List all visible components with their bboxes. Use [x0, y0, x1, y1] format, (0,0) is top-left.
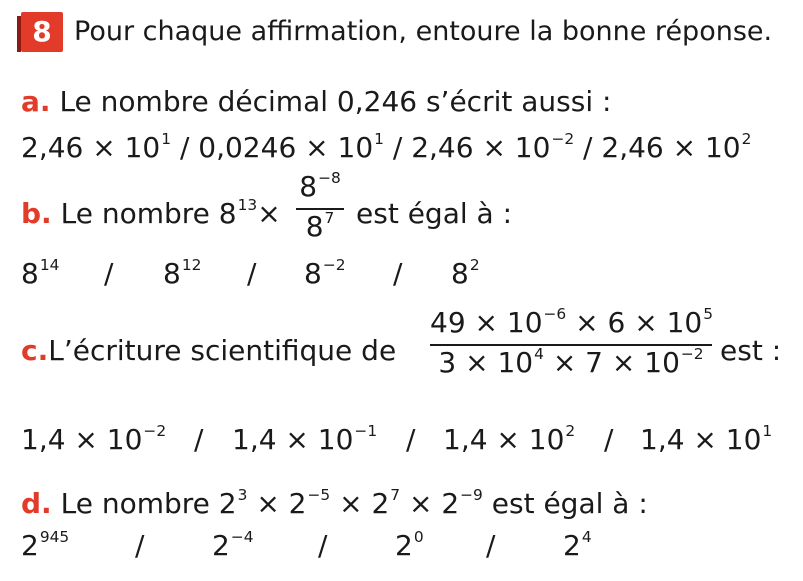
answer-option-c2[interactable]: $1,4 \times 10^{-1}$	[232, 421, 378, 456]
option-separator: /	[247, 257, 257, 290]
question-c-prefix: L’écriture scientifique de	[48, 334, 397, 367]
answer-option-b3[interactable]: $8^{-2}$	[304, 255, 346, 290]
question-a-letter: a.	[21, 85, 51, 118]
exercise-instruction: Pour chaque affirmation, entoure la bonne réponse.	[74, 16, 773, 47]
question-b-suffix: est égal à :	[356, 197, 513, 230]
option-separator: /	[406, 423, 416, 456]
question-b-letter: b.	[21, 197, 52, 230]
question-c	[21, 333, 396, 369]
option-separator: /	[179, 131, 190, 164]
answer-option-a3[interactable]: $2,46 \times 10^{-2}$	[411, 129, 575, 164]
times-sign: ×	[257, 197, 281, 230]
answer-option-a4[interactable]: $2,46 \times 10^2$	[601, 129, 752, 164]
question-d-letter: d.	[21, 487, 52, 520]
question-b-base: $8^{13}$	[218, 195, 258, 230]
option-separator: /	[604, 423, 614, 456]
option-separator: /	[318, 529, 328, 562]
question-d-prefix: Le nombre	[60, 487, 210, 520]
fraction-numerator: $8^{-8}$	[299, 168, 341, 203]
answer-option-c4[interactable]: $1,4 \times 10^1$	[640, 421, 773, 456]
question-b-fraction	[296, 170, 344, 248]
fraction-denominator: $3 \times 10^4 \times 7 \times 10^{-2}$	[438, 344, 704, 379]
question-c-suffix: est :	[720, 334, 782, 367]
answer-option-b2[interactable]: $8^{12}$	[163, 255, 202, 290]
question-a-options	[21, 130, 751, 170]
question-b	[21, 196, 281, 236]
question-b-prefix: Le nombre	[60, 197, 210, 230]
question-d	[21, 486, 648, 526]
question-c-fraction	[430, 306, 712, 384]
question-d-expression: $2^3 \times 2^{-5} \times 2^7 \times 2^{-9}$	[218, 485, 483, 520]
option-separator: /	[392, 131, 403, 164]
answer-option-a2[interactable]: $0,0246 \times 10^1$	[198, 129, 384, 164]
answer-option-b1[interactable]: $8^{14}$	[21, 255, 60, 290]
question-c-letter: c.	[21, 334, 49, 367]
answer-option-d1[interactable]: $2^{945}$	[21, 527, 70, 562]
option-separator: /	[393, 257, 403, 290]
option-separator: /	[486, 529, 496, 562]
question-a	[21, 84, 611, 120]
fraction-denominator: $8^7$	[305, 208, 335, 243]
answer-option-c1[interactable]: $1,4 \times 10^{-2}$	[21, 421, 167, 456]
option-separator: /	[104, 257, 114, 290]
exercise-number: 8	[32, 15, 52, 48]
exercise-number-badge	[21, 12, 63, 52]
answer-option-c3[interactable]: $1,4 \times 10^2$	[443, 421, 576, 456]
answer-option-d3[interactable]: $2^0$	[395, 527, 424, 562]
question-d-suffix: est égal à :	[491, 487, 648, 520]
answer-option-a1[interactable]: $2,46 \times 10^1$	[21, 129, 172, 164]
answer-option-d4[interactable]: $2^4$	[563, 527, 592, 562]
option-separator: /	[135, 529, 145, 562]
answer-option-b4[interactable]: $8^2$	[451, 255, 480, 290]
question-a-statement: Le nombre décimal 0,246 s’écrit aussi :	[59, 85, 612, 118]
fraction-numerator: $49 \times 10^{-6} \times 6 \times 10^5$	[430, 304, 713, 339]
answer-option-d2[interactable]: $2^{-4}$	[212, 527, 254, 562]
option-separator: /	[583, 131, 593, 164]
option-separator: /	[194, 423, 204, 456]
